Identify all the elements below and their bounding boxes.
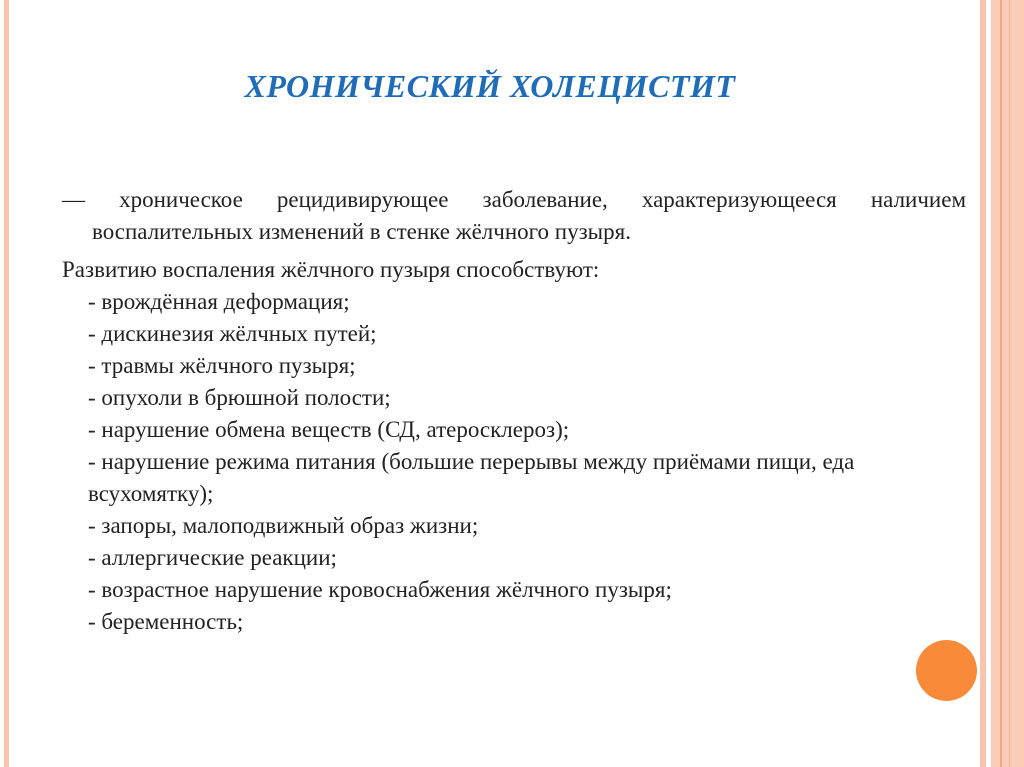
list-item: - аллергические реакции; [88, 545, 337, 570]
definition-text: — хроническое рецидивирующее заболевание, характеризующееся наличием воспалительных изменений в стенке жёлчного пузыря. [62, 187, 966, 244]
right-border-line [1009, 0, 1010, 767]
factors-heading: Развитию воспаления жёлчного пузыря способствуют: [62, 257, 600, 282]
list-item: - травмы жёлчного пузыря; [88, 353, 356, 378]
left-border-stripe [4, 0, 9, 767]
list-item: - запоры, малоподвижный образ жизни; [88, 513, 479, 538]
right-border-band [991, 0, 1024, 767]
slide-body [62, 184, 966, 638]
slide-title: ХРОНИЧЕСКИЙ ХОЛЕЦИСТИТ [244, 68, 736, 104]
list-item: - нарушение режима питания (большие перерывы между приёмами пищи, еда всухомятку); [88, 449, 855, 506]
right-border-stripe [980, 0, 986, 767]
list-item: - дискинезия жёлчных путей; [88, 321, 377, 346]
decorative-circle [916, 640, 977, 701]
list-item: - опухоли в брюшной полости; [88, 385, 391, 410]
list-item: - нарушение обмена веществ (СД, атеросклероз); [88, 417, 570, 442]
list-item: - возрастное нарушение кровоснабжения жёлчного пузыря; [88, 577, 672, 602]
right-border-line [1000, 0, 1002, 767]
factors-list [62, 286, 966, 638]
list-item: - врождённая деформация; [88, 289, 350, 314]
list-item: - беременность; [88, 609, 244, 634]
